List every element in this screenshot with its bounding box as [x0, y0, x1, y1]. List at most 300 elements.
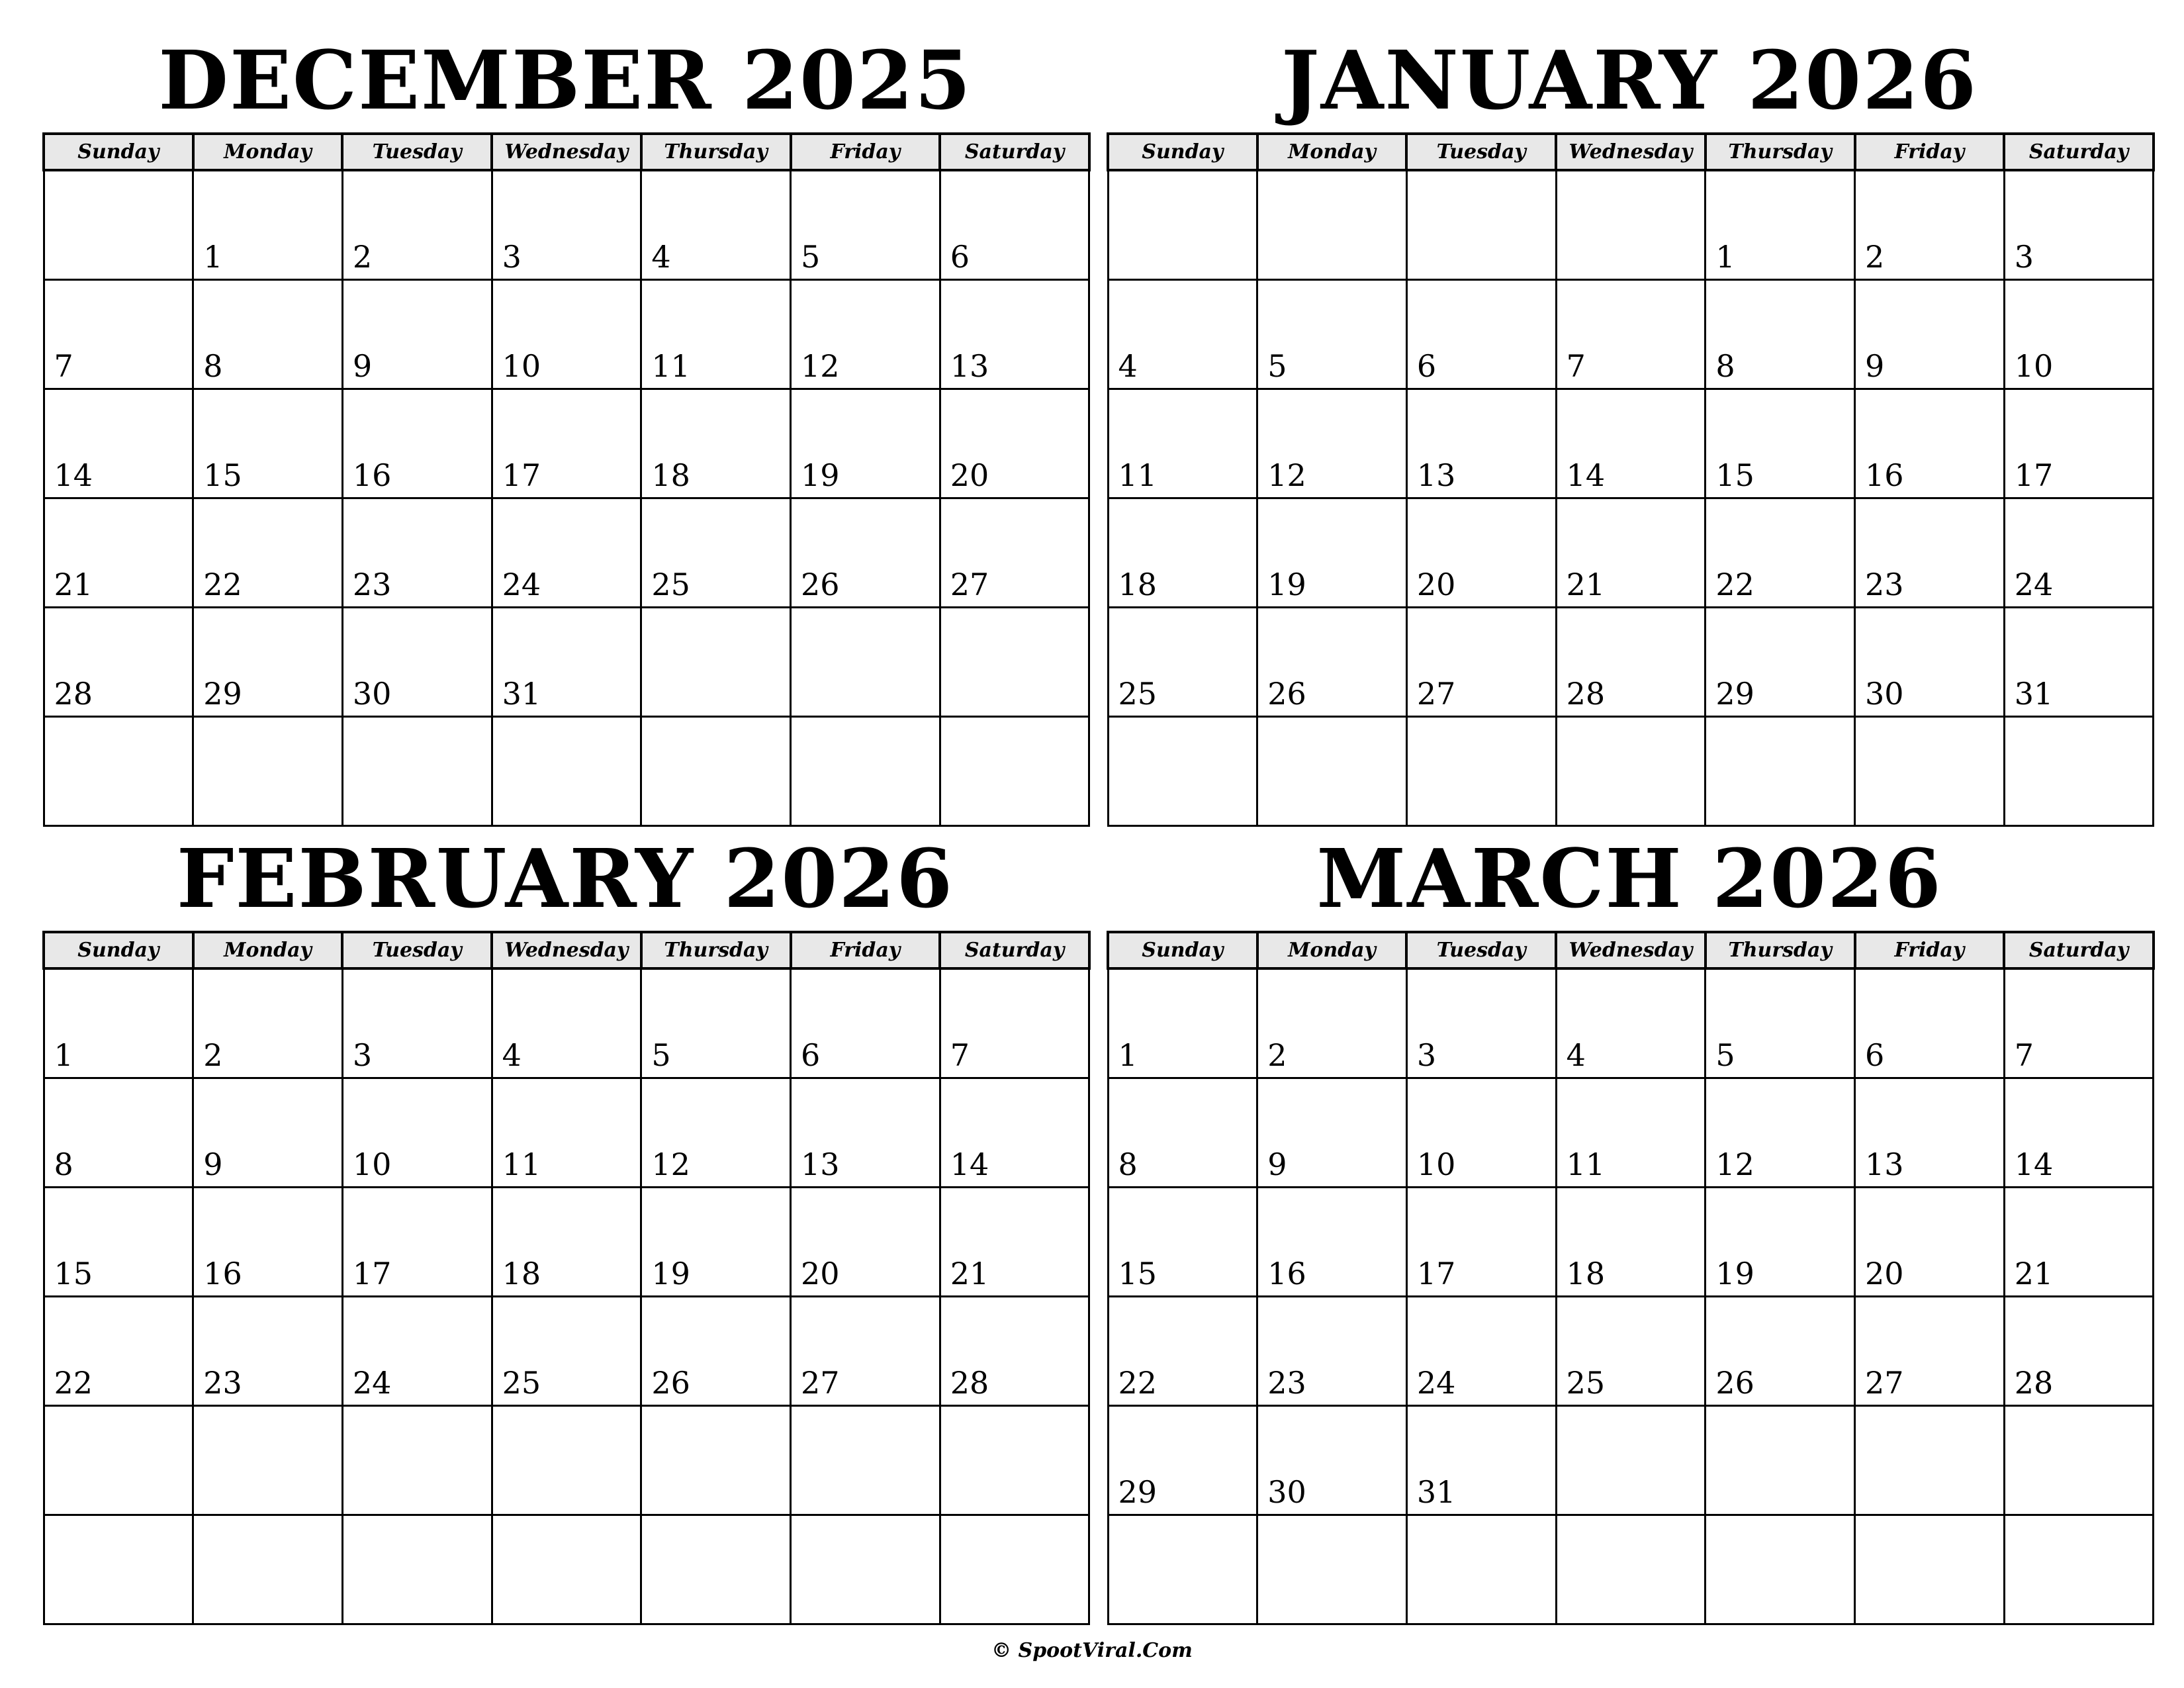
day-number: 20 [1416, 567, 1456, 602]
day-cell [1556, 170, 1706, 280]
day-cell [940, 389, 1089, 498]
day-number: 23 [203, 1365, 242, 1401]
week-row [44, 1406, 1089, 1515]
weekday-header: Friday [1855, 134, 2005, 170]
day-cell [1556, 717, 1706, 826]
weekday-header: Tuesday [1406, 932, 1556, 968]
day-cell [641, 717, 791, 826]
day-cell [641, 1406, 791, 1515]
day-number: 22 [54, 1365, 93, 1401]
day-number: 31 [1416, 1474, 1456, 1510]
day-cell [492, 389, 641, 498]
day-cell [342, 389, 492, 498]
day-cell [1257, 1188, 1407, 1297]
day-number: 22 [203, 567, 242, 602]
day-cell [1556, 1515, 1706, 1624]
day-number: 28 [54, 676, 93, 712]
day-cell [1108, 968, 1257, 1078]
day-cell [193, 717, 343, 826]
weekday-header: Wednesday [492, 932, 641, 968]
day-cell [193, 170, 343, 280]
day-cell [1706, 170, 1855, 280]
day-cell [1108, 498, 1257, 608]
day-number: 5 [651, 1037, 671, 1073]
day-number: 23 [352, 567, 392, 602]
day-cell [1406, 1188, 1556, 1297]
weekday-header: Sunday [1108, 134, 1257, 170]
day-number: 13 [1416, 457, 1456, 493]
weekday-header: Monday [1257, 932, 1407, 968]
day-cell [791, 498, 940, 608]
day-cell [1855, 1406, 2005, 1515]
day-cell [1406, 968, 1556, 1078]
day-cell [2004, 717, 2154, 826]
day-cell [342, 1188, 492, 1297]
day-number: 9 [203, 1147, 223, 1182]
day-number: 15 [54, 1256, 93, 1291]
day-cell [2004, 498, 2154, 608]
day-number: 20 [801, 1256, 840, 1291]
day-cell [1706, 1188, 1855, 1297]
day-number: 18 [502, 1256, 541, 1291]
month-grid [42, 931, 1091, 1625]
day-cell [44, 717, 193, 826]
day-number: 27 [1416, 676, 1456, 712]
day-cell [1406, 1515, 1556, 1624]
day-number: 21 [54, 567, 93, 602]
weekday-header: Wednesday [492, 134, 641, 170]
day-cell [1556, 1188, 1706, 1297]
day-cell [44, 389, 193, 498]
day-number: 13 [801, 1147, 840, 1182]
week-row [44, 170, 1089, 280]
day-number: 5 [1715, 1037, 1735, 1073]
day-number: 13 [950, 348, 989, 384]
day-cell [2004, 280, 2154, 389]
day-cell [1406, 1406, 1556, 1515]
day-number: 11 [1118, 457, 1158, 493]
day-number: 12 [1715, 1147, 1754, 1182]
day-cell [940, 498, 1089, 608]
day-cell [193, 280, 343, 389]
day-number: 21 [1566, 567, 1606, 602]
day-number: 25 [1566, 1365, 1606, 1401]
day-cell [492, 608, 641, 717]
day-number: 4 [651, 239, 671, 275]
day-cell [791, 170, 940, 280]
day-cell [1257, 717, 1407, 826]
day-cell [940, 280, 1089, 389]
day-cell [1855, 968, 2005, 1078]
weekday-header: Sunday [44, 134, 193, 170]
day-number: 18 [1118, 567, 1158, 602]
day-cell [342, 1406, 492, 1515]
day-cell [342, 968, 492, 1078]
day-cell [641, 1188, 791, 1297]
day-number: 24 [352, 1365, 392, 1401]
day-cell [492, 280, 641, 389]
day-number: 8 [1715, 348, 1735, 384]
weekday-header: Monday [1257, 134, 1407, 170]
day-number: 9 [1267, 1147, 1287, 1182]
day-cell [791, 1515, 940, 1624]
day-cell [1257, 1297, 1407, 1406]
weekday-header: Sunday [44, 932, 193, 968]
day-cell [1108, 280, 1257, 389]
day-number: 5 [801, 239, 821, 275]
day-number: 1 [54, 1037, 73, 1073]
week-row [1108, 1297, 2154, 1406]
day-cell [1855, 1297, 2005, 1406]
day-cell [342, 717, 492, 826]
day-cell [1406, 498, 1556, 608]
day-number: 10 [352, 1147, 392, 1182]
day-cell [641, 280, 791, 389]
month-title: MARCH 2026 [1316, 831, 1942, 926]
week-row [44, 608, 1089, 717]
day-cell [1855, 170, 2005, 280]
day-cell [641, 968, 791, 1078]
weekday-header: Saturday [2004, 134, 2154, 170]
day-number: 23 [1267, 1365, 1306, 1401]
day-cell [1706, 717, 1855, 826]
day-cell [2004, 608, 2154, 717]
weekday-header-row [44, 932, 1089, 968]
day-number: 1 [203, 239, 223, 275]
day-number: 4 [1118, 348, 1138, 384]
day-cell [193, 1188, 343, 1297]
week-row [44, 1078, 1089, 1188]
day-number: 6 [1416, 348, 1437, 384]
day-cell [1706, 968, 1855, 1078]
day-number: 25 [502, 1365, 541, 1401]
day-number: 31 [502, 676, 541, 712]
day-number: 2 [1267, 1037, 1287, 1073]
day-number: 10 [2014, 348, 2054, 384]
day-number: 4 [502, 1037, 522, 1073]
day-cell [1855, 608, 2005, 717]
day-number: 12 [651, 1147, 690, 1182]
day-cell [641, 389, 791, 498]
day-number: 16 [1267, 1256, 1306, 1291]
day-number: 27 [801, 1365, 840, 1401]
weekday-header: Friday [791, 932, 940, 968]
month-grid [42, 132, 1091, 827]
week-row [44, 389, 1089, 498]
day-cell [1556, 280, 1706, 389]
day-number: 7 [950, 1037, 970, 1073]
day-cell [44, 1297, 193, 1406]
day-number: 21 [950, 1256, 989, 1291]
day-number: 14 [2014, 1147, 2054, 1182]
week-row [44, 717, 1089, 826]
day-cell [1855, 717, 2005, 826]
week-row [1108, 717, 2154, 826]
day-number: 29 [203, 676, 242, 712]
day-number: 12 [1267, 457, 1306, 493]
month-title: FEBRUARY 2026 [176, 831, 954, 926]
day-cell [492, 717, 641, 826]
week-row [44, 968, 1089, 1078]
day-cell [791, 717, 940, 826]
day-number: 25 [651, 567, 690, 602]
day-number: 10 [502, 348, 541, 384]
day-number: 25 [1118, 676, 1158, 712]
day-cell [492, 498, 641, 608]
day-cell [342, 170, 492, 280]
day-number: 28 [2014, 1365, 2054, 1401]
day-cell [342, 608, 492, 717]
day-cell [940, 968, 1089, 1078]
day-cell [940, 1515, 1089, 1624]
day-number: 7 [1566, 348, 1586, 384]
day-cell [1556, 1078, 1706, 1188]
day-cell [940, 717, 1089, 826]
week-row [1108, 389, 2154, 498]
weekday-header: Thursday [641, 134, 791, 170]
day-cell [342, 1078, 492, 1188]
day-number: 1 [1715, 239, 1735, 275]
day-cell [791, 968, 940, 1078]
day-number: 18 [651, 457, 690, 493]
day-number: 11 [651, 348, 690, 384]
day-number: 7 [54, 348, 73, 384]
day-cell [791, 1188, 940, 1297]
day-cell [1706, 1406, 1855, 1515]
weekday-header: Thursday [641, 932, 791, 968]
day-cell [1257, 608, 1407, 717]
day-cell [1556, 498, 1706, 608]
weekday-header: Friday [791, 134, 940, 170]
day-number: 24 [2014, 567, 2054, 602]
day-cell [1257, 280, 1407, 389]
week-row [44, 280, 1089, 389]
day-number: 12 [801, 348, 840, 384]
day-number: 2 [352, 239, 373, 275]
day-number: 16 [352, 457, 392, 493]
day-cell [1257, 389, 1407, 498]
day-number: 24 [502, 567, 541, 602]
day-number: 22 [1118, 1365, 1158, 1401]
day-number: 3 [352, 1037, 373, 1073]
day-number: 7 [2014, 1037, 2034, 1073]
day-cell [44, 608, 193, 717]
weekday-header-row [1108, 932, 2154, 968]
day-number: 19 [1715, 1256, 1754, 1291]
week-row [44, 1297, 1089, 1406]
day-cell [2004, 170, 2154, 280]
day-cell [791, 1406, 940, 1515]
day-number: 15 [1715, 457, 1754, 493]
day-number: 9 [352, 348, 373, 384]
day-number: 29 [1715, 676, 1754, 712]
day-number: 27 [950, 567, 989, 602]
day-number: 23 [1865, 567, 1904, 602]
day-cell [342, 1297, 492, 1406]
weekday-header: Monday [193, 932, 343, 968]
day-cell [940, 1188, 1089, 1297]
day-number: 21 [2014, 1256, 2054, 1291]
weekday-header: Monday [193, 134, 343, 170]
month-title: JANUARY 2026 [1281, 32, 1978, 128]
day-number: 3 [2014, 239, 2034, 275]
week-row [1108, 608, 2154, 717]
day-cell [641, 1515, 791, 1624]
day-number: 19 [801, 457, 840, 493]
day-cell [1406, 280, 1556, 389]
weekday-header-row [44, 134, 1089, 170]
day-cell [44, 1188, 193, 1297]
day-cell [1108, 1188, 1257, 1297]
day-cell [1556, 968, 1706, 1078]
weekday-header: Thursday [1706, 134, 1855, 170]
day-cell [1855, 1515, 2005, 1624]
day-number: 28 [1566, 676, 1606, 712]
month-grid [1107, 931, 2155, 1625]
day-cell [1406, 1078, 1556, 1188]
day-number: 4 [1566, 1037, 1586, 1073]
day-cell [342, 1515, 492, 1624]
day-number: 3 [502, 239, 522, 275]
day-cell [791, 389, 940, 498]
day-number: 30 [352, 676, 392, 712]
day-number: 11 [1566, 1147, 1606, 1182]
day-cell [1108, 1078, 1257, 1188]
day-cell [492, 1188, 641, 1297]
week-row [44, 498, 1089, 608]
day-cell [342, 498, 492, 608]
day-number: 30 [1865, 676, 1904, 712]
day-cell [1257, 1406, 1407, 1515]
weekday-header: Sunday [1108, 932, 1257, 968]
week-row [1108, 280, 2154, 389]
day-cell [1706, 1297, 1855, 1406]
day-number: 17 [1416, 1256, 1456, 1291]
weekday-header: Saturday [940, 134, 1089, 170]
week-row [1108, 1406, 2154, 1515]
day-number: 26 [801, 567, 840, 602]
day-cell [1556, 1297, 1706, 1406]
weekday-header: Wednesday [1556, 134, 1706, 170]
day-number: 17 [2014, 457, 2054, 493]
day-cell [1257, 1078, 1407, 1188]
day-cell [492, 1078, 641, 1188]
day-cell [940, 1297, 1089, 1406]
day-cell [492, 170, 641, 280]
day-number: 9 [1865, 348, 1885, 384]
day-cell [1108, 1297, 1257, 1406]
day-cell [1706, 1078, 1855, 1188]
day-number: 16 [1865, 457, 1904, 493]
day-cell [940, 170, 1089, 280]
day-number: 15 [1118, 1256, 1158, 1291]
week-row [1108, 1188, 2154, 1297]
day-number: 8 [1118, 1147, 1138, 1182]
day-cell [791, 608, 940, 717]
day-number: 26 [1267, 676, 1306, 712]
day-cell [193, 1078, 343, 1188]
day-number: 26 [651, 1365, 690, 1401]
day-cell [1257, 1515, 1407, 1624]
day-cell [193, 498, 343, 608]
day-number: 8 [54, 1147, 73, 1182]
week-row [1108, 968, 2154, 1078]
day-number: 22 [1715, 567, 1754, 602]
day-cell [791, 1078, 940, 1188]
day-number: 30 [1267, 1474, 1306, 1510]
day-cell [1406, 717, 1556, 826]
day-cell [342, 280, 492, 389]
day-number: 16 [203, 1256, 242, 1291]
day-cell [44, 1078, 193, 1188]
month-grid [1107, 132, 2155, 827]
day-number: 6 [801, 1037, 821, 1073]
day-number: 27 [1865, 1365, 1904, 1401]
day-cell [1556, 1406, 1706, 1515]
day-number: 24 [1416, 1365, 1456, 1401]
day-cell [2004, 1406, 2154, 1515]
day-number: 2 [203, 1037, 223, 1073]
day-cell [1108, 1406, 1257, 1515]
day-cell [2004, 1515, 2154, 1624]
day-number: 28 [950, 1365, 989, 1401]
weekday-header: Saturday [940, 932, 1089, 968]
day-cell [2004, 389, 2154, 498]
copyright-footer: © SpootViral.Com [991, 1639, 1193, 1662]
day-cell [193, 1515, 343, 1624]
week-row [44, 1188, 1089, 1297]
day-cell [193, 968, 343, 1078]
day-number: 14 [1566, 457, 1606, 493]
day-cell [641, 608, 791, 717]
day-cell [1855, 498, 2005, 608]
day-cell [641, 170, 791, 280]
day-number: 31 [2014, 676, 2054, 712]
day-cell [940, 608, 1089, 717]
day-number: 3 [1416, 1037, 1437, 1073]
day-cell [193, 1406, 343, 1515]
day-number: 19 [651, 1256, 690, 1291]
day-cell [1706, 498, 1855, 608]
day-cell [193, 389, 343, 498]
day-cell [2004, 968, 2154, 1078]
day-cell [1855, 389, 2005, 498]
day-cell [791, 280, 940, 389]
day-number: 10 [1416, 1147, 1456, 1182]
day-number: 2 [1865, 239, 1885, 275]
day-number: 8 [203, 348, 223, 384]
day-cell [193, 608, 343, 717]
day-cell [1706, 389, 1855, 498]
day-cell [1257, 170, 1407, 280]
week-row [1108, 1078, 2154, 1188]
day-number: 11 [502, 1147, 541, 1182]
day-number: 6 [1865, 1037, 1885, 1073]
day-cell [492, 968, 641, 1078]
day-cell [1108, 608, 1257, 717]
day-cell [1556, 608, 1706, 717]
day-number: 1 [1118, 1037, 1138, 1073]
day-number: 19 [1267, 567, 1306, 602]
day-cell [1855, 280, 2005, 389]
day-cell [1855, 1188, 2005, 1297]
weekday-header: Thursday [1706, 932, 1855, 968]
day-cell [44, 968, 193, 1078]
day-cell [1406, 389, 1556, 498]
day-cell [1706, 1515, 1855, 1624]
day-cell [492, 1515, 641, 1624]
day-cell [1257, 968, 1407, 1078]
